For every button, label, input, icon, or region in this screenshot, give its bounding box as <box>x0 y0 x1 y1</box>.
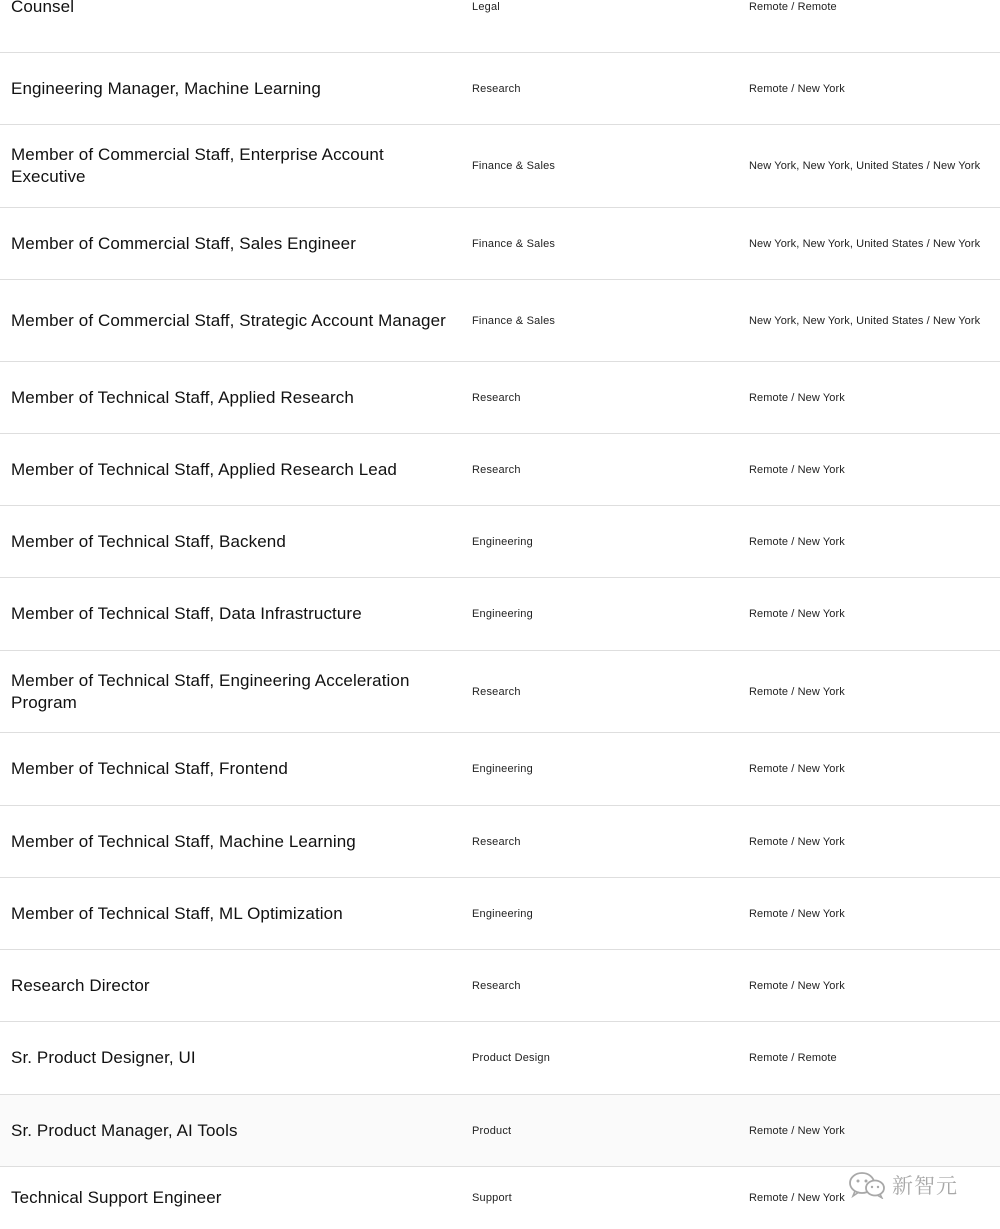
job-department: Finance & Sales <box>472 160 556 172</box>
job-department: Research <box>472 685 521 698</box>
job-title[interactable]: Research Director <box>11 975 150 995</box>
job-department: Legal <box>472 1 500 13</box>
job-title[interactable]: Member of Technical Staff, ML Optimization <box>11 903 343 923</box>
job-location: Remote / New York <box>749 1192 845 1204</box>
job-row[interactable] <box>0 578 1000 651</box>
job-location: Remote / New York <box>749 685 845 698</box>
job-row[interactable] <box>0 1022 1000 1095</box>
job-department: Research <box>472 391 521 404</box>
job-title[interactable]: Member of Commercial Staff, Sales Engineer <box>11 233 356 253</box>
job-row[interactable] <box>0 506 1000 578</box>
job-location: Remote / New York <box>749 763 845 775</box>
job-title[interactable]: Technical Support Engineer <box>11 1188 222 1207</box>
job-title[interactable]: Engineering Manager, Machine Learning <box>11 78 321 98</box>
job-department: Research <box>472 979 521 992</box>
job-department: Engineering <box>472 763 533 775</box>
job-row[interactable] <box>0 651 1000 733</box>
job-row[interactable] <box>0 53 1000 125</box>
job-row[interactable] <box>0 806 1000 878</box>
job-row[interactable] <box>0 362 1000 434</box>
job-title[interactable]: Member of Technical Staff, Frontend <box>11 759 288 778</box>
job-row[interactable] <box>0 733 1000 806</box>
job-title[interactable]: Member of Commercial Staff, Strategic Account Manager <box>11 310 446 330</box>
job-row[interactable] <box>0 280 1000 362</box>
job-location: Remote / New York <box>749 82 845 95</box>
job-row[interactable] <box>0 125 1000 208</box>
job-row[interactable] <box>0 878 1000 950</box>
job-location: Remote / Remote <box>749 1 837 13</box>
job-location: Remote / New York <box>749 835 845 848</box>
job-location: Remote / Remote <box>749 1052 837 1064</box>
job-title[interactable]: Member of Commercial Staff, Enterprise Account Executive <box>11 145 384 186</box>
job-title[interactable]: Member of Technical Staff, Applied Research Lead <box>11 459 397 479</box>
job-row[interactable] <box>0 950 1000 1022</box>
job-department: Research <box>472 463 521 476</box>
job-location: Remote / New York <box>749 1124 845 1137</box>
job-row[interactable] <box>0 208 1000 280</box>
job-location: New York, New York, United States / New York <box>749 160 981 172</box>
job-location: Remote / New York <box>749 535 845 548</box>
job-department: Research <box>472 835 521 848</box>
watermark-text: 新智元 <box>892 1174 958 1198</box>
wechat-icon <box>848 1171 886 1199</box>
job-row[interactable] <box>0 0 1000 53</box>
job-title[interactable]: Member of Technical Staff, Backend <box>11 531 286 551</box>
job-title[interactable]: Member of Technical Staff, Applied Research <box>11 387 354 407</box>
job-department: Research <box>472 82 521 95</box>
job-department: Finance & Sales <box>472 237 556 250</box>
job-title[interactable]: Member of Technical Staff, Data Infrastructure <box>11 604 362 623</box>
job-department: Engineering <box>472 907 533 920</box>
job-department: Product <box>472 1124 512 1137</box>
job-title[interactable]: Counsel <box>11 0 75 16</box>
job-location: New York, New York, United States / New York <box>749 314 981 327</box>
job-department: Support <box>472 1192 512 1204</box>
job-title[interactable]: Sr. Product Manager, AI Tools <box>11 1120 238 1140</box>
job-location: Remote / New York <box>749 907 845 920</box>
job-row[interactable] <box>0 434 1000 506</box>
job-location: Remote / New York <box>749 391 845 404</box>
job-title[interactable]: Member of Technical Staff, Machine Learning <box>11 831 356 851</box>
job-department: Engineering <box>472 608 533 620</box>
watermark <box>848 1170 978 1200</box>
job-row[interactable] <box>0 1095 1000 1167</box>
job-title[interactable]: Member of Technical Staff, Engineering Acceleration Program <box>11 670 410 712</box>
job-location: Remote / New York <box>749 979 845 992</box>
job-location: New York, New York, United States / New York <box>749 237 981 250</box>
job-department: Finance & Sales <box>472 314 556 327</box>
job-location: Remote / New York <box>749 463 845 476</box>
job-title[interactable]: Sr. Product Designer, UI <box>11 1048 196 1067</box>
job-location: Remote / New York <box>749 608 845 620</box>
job-department: Engineering <box>472 535 533 548</box>
job-department: Product Design <box>472 1052 551 1064</box>
